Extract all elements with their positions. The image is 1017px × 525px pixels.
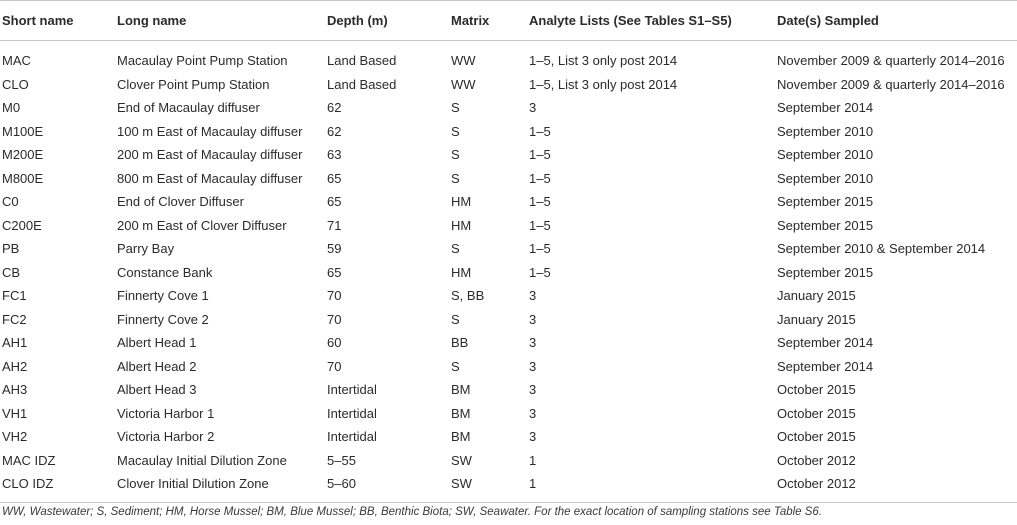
cell-short-name: FC2 bbox=[2, 311, 27, 327]
cell-dates-sampled: October 2015 bbox=[777, 382, 856, 397]
cell-analyte-lists: 1–5 bbox=[529, 123, 551, 139]
cell-analyte-lists: 3 bbox=[529, 335, 537, 350]
cell-analyte-lists: 1–5 bbox=[529, 264, 551, 280]
cell-depth: 70 bbox=[327, 288, 342, 303]
cell-matrix: HM bbox=[451, 217, 472, 233]
column-header-short-name: Short name bbox=[2, 13, 74, 28]
cell-matrix: S bbox=[451, 311, 460, 327]
cell-dates-sampled: September 2015 bbox=[777, 217, 874, 233]
cell-dates-sampled: September 2010 bbox=[777, 123, 874, 139]
table-row bbox=[0, 41, 1017, 73]
cell-long-name: Macaulay Initial Dilution Zone bbox=[117, 452, 287, 468]
table-row bbox=[0, 402, 1017, 426]
cell-analyte-lists: 1–5 bbox=[529, 147, 551, 162]
cell-short-name: VH2 bbox=[2, 429, 28, 444]
cell-depth: 71 bbox=[327, 217, 342, 233]
cell-matrix: S bbox=[451, 241, 460, 256]
table-row bbox=[0, 120, 1017, 144]
cell-analyte-lists: 1–5 bbox=[529, 241, 551, 256]
cell-depth: 62 bbox=[327, 100, 342, 115]
cell-depth: Intertidal bbox=[327, 429, 377, 444]
cell-depth: 65 bbox=[327, 194, 342, 209]
cell-dates-sampled: September 2015 bbox=[777, 194, 874, 209]
cell-analyte-lists: 3 bbox=[529, 288, 537, 303]
cell-long-name: Constance Bank bbox=[117, 264, 213, 280]
cell-long-name: 100 m East of Macaulay diffuser bbox=[117, 123, 303, 139]
table-row bbox=[0, 96, 1017, 120]
cell-depth: 63 bbox=[327, 147, 342, 162]
cell-matrix: S bbox=[451, 358, 460, 374]
table-row bbox=[0, 331, 1017, 355]
cell-long-name: Clover Point Pump Station bbox=[117, 76, 270, 92]
cell-depth: 60 bbox=[327, 335, 342, 350]
cell-depth: 70 bbox=[327, 311, 342, 327]
table-header-row bbox=[0, 1, 1017, 41]
cell-short-name: C0 bbox=[2, 194, 19, 209]
cell-matrix: BB bbox=[451, 335, 469, 350]
cell-depth: Intertidal bbox=[327, 405, 377, 421]
cell-dates-sampled: January 2015 bbox=[777, 288, 856, 303]
cell-analyte-lists: 3 bbox=[529, 100, 537, 115]
cell-long-name: Macaulay Point Pump Station bbox=[117, 53, 288, 68]
column-header-long-name: Long name bbox=[117, 13, 187, 28]
cell-matrix: SW bbox=[449, 472, 527, 502]
cell-dates-sampled: September 2015 bbox=[777, 264, 874, 280]
cell-short-name: VH1 bbox=[2, 405, 28, 421]
cell-short-name: M100E bbox=[2, 123, 44, 139]
cell-short-name: C200E bbox=[2, 217, 42, 233]
cell-matrix: S bbox=[451, 170, 460, 186]
cell-matrix: S bbox=[451, 100, 460, 115]
cell-dates-sampled: September 2014 bbox=[777, 358, 874, 374]
cell-long-name: Victoria Harbor 2 bbox=[117, 429, 215, 444]
cell-depth: 65 bbox=[327, 264, 342, 280]
cell-dates-sampled: November 2009 & quarterly 2014–2016 bbox=[777, 76, 1005, 92]
cell-long-name: Albert Head 2 bbox=[117, 358, 197, 374]
cell-matrix: WW bbox=[451, 76, 476, 92]
table-row bbox=[0, 190, 1017, 214]
cell-long-name: Victoria Harbor 1 bbox=[117, 405, 215, 421]
cell-short-name: AH2 bbox=[2, 358, 28, 374]
cell-depth: 5–60 bbox=[325, 472, 449, 502]
cell-depth: Land Based bbox=[327, 53, 397, 68]
cell-matrix: BM bbox=[451, 405, 471, 421]
column-header-analyte-lists: Analyte Lists (See Tables S1–S5) bbox=[529, 13, 732, 28]
cell-analyte-lists: 3 bbox=[529, 358, 537, 374]
cell-long-name: Finnerty Cove 2 bbox=[117, 311, 209, 327]
cell-long-name: 800 m East of Macaulay diffuser bbox=[117, 170, 303, 186]
cell-analyte-lists: 3 bbox=[529, 405, 537, 421]
cell-short-name: M800E bbox=[2, 170, 44, 186]
cell-matrix: WW bbox=[451, 53, 476, 68]
cell-matrix: SW bbox=[451, 452, 472, 468]
table-row bbox=[0, 425, 1017, 449]
cell-long-name: Clover Initial Dilution Zone bbox=[115, 472, 325, 502]
cell-dates-sampled: October 2012 bbox=[775, 472, 1017, 502]
cell-dates-sampled: September 2014 bbox=[777, 100, 874, 115]
cell-dates-sampled: September 2014 bbox=[777, 335, 874, 350]
cell-short-name: MAC bbox=[2, 53, 31, 68]
cell-matrix: BM bbox=[451, 429, 471, 444]
cell-analyte-lists: 1–5 bbox=[529, 194, 551, 209]
cell-analyte-lists: 1 bbox=[529, 452, 537, 468]
cell-dates-sampled: October 2012 bbox=[777, 452, 856, 468]
cell-short-name: M0 bbox=[2, 100, 21, 115]
cell-dates-sampled: September 2010 bbox=[777, 170, 874, 186]
table-body bbox=[0, 41, 1017, 503]
cell-matrix: HM bbox=[451, 194, 472, 209]
cell-matrix: S, BB bbox=[451, 288, 485, 303]
cell-depth: 59 bbox=[327, 241, 342, 256]
table-row bbox=[0, 355, 1017, 379]
cell-analyte-lists: 1 bbox=[527, 472, 775, 502]
cell-dates-sampled: October 2015 bbox=[777, 429, 856, 444]
table-row bbox=[0, 472, 1017, 502]
table-row bbox=[0, 143, 1017, 167]
cell-short-name: FC1 bbox=[2, 288, 27, 303]
cell-matrix: BM bbox=[451, 382, 471, 397]
column-header-matrix: Matrix bbox=[451, 13, 490, 28]
cell-long-name: Finnerty Cove 1 bbox=[117, 288, 209, 303]
cell-analyte-lists: 1–5 bbox=[529, 217, 551, 233]
column-header-depth: Depth (m) bbox=[327, 13, 388, 28]
cell-depth: 5–55 bbox=[327, 452, 356, 468]
cell-analyte-lists: 1–5 bbox=[529, 170, 551, 186]
cell-matrix: S bbox=[451, 123, 460, 139]
table-row bbox=[0, 284, 1017, 308]
table-row bbox=[0, 449, 1017, 473]
cell-dates-sampled: January 2015 bbox=[777, 311, 856, 327]
cell-analyte-lists: 3 bbox=[529, 311, 537, 327]
column-header-dates-sampled: Date(s) Sampled bbox=[777, 13, 879, 28]
cell-short-name: M200E bbox=[2, 147, 44, 162]
cell-analyte-lists: 1–5, List 3 only post 2014 bbox=[529, 76, 678, 92]
cell-matrix: HM bbox=[451, 264, 472, 280]
cell-analyte-lists: 1–5, List 3 only post 2014 bbox=[529, 53, 678, 68]
cell-short-name: PB bbox=[2, 241, 20, 256]
cell-short-name: CLO bbox=[2, 76, 29, 92]
cell-depth: 65 bbox=[327, 170, 342, 186]
cell-long-name: Parry Bay bbox=[117, 241, 175, 256]
cell-short-name: CLO IDZ bbox=[0, 472, 115, 502]
table-row bbox=[0, 378, 1017, 402]
table-row bbox=[0, 237, 1017, 261]
table-row bbox=[0, 214, 1017, 238]
table-row bbox=[0, 308, 1017, 332]
cell-depth: Land Based bbox=[327, 76, 397, 92]
cell-dates-sampled: November 2009 & quarterly 2014–2016 bbox=[777, 53, 1005, 68]
cell-long-name: 200 m East of Macaulay diffuser bbox=[117, 147, 303, 162]
cell-matrix: S bbox=[451, 147, 460, 162]
cell-depth: Intertidal bbox=[327, 382, 377, 397]
cell-depth: 70 bbox=[327, 358, 342, 374]
cell-long-name: End of Macaulay diffuser bbox=[117, 100, 260, 115]
cell-dates-sampled: September 2010 & September 2014 bbox=[777, 241, 986, 256]
cell-short-name: AH3 bbox=[2, 382, 28, 397]
cell-dates-sampled: September 2010 bbox=[777, 147, 874, 162]
table-row bbox=[0, 73, 1017, 97]
cell-short-name: CB bbox=[2, 264, 21, 280]
table-row bbox=[0, 261, 1017, 285]
cell-dates-sampled: October 2015 bbox=[777, 405, 856, 421]
table-row bbox=[0, 167, 1017, 191]
table-footnote: WW, Wastewater; S, Sediment; HM, Horse Mussel; BM, Blue Mussel; BB, Benthic Biota; SW, Seawater. For the exact location of sampling stations see Table S6. bbox=[2, 506, 823, 518]
cell-short-name: MAC IDZ bbox=[2, 452, 56, 468]
cell-long-name: Albert Head 3 bbox=[117, 382, 197, 397]
cell-depth: 62 bbox=[327, 123, 342, 139]
cell-long-name: End of Clover Diffuser bbox=[117, 194, 244, 209]
cell-long-name: 200 m East of Clover Diffuser bbox=[117, 217, 287, 233]
cell-analyte-lists: 3 bbox=[529, 429, 537, 444]
cell-short-name: AH1 bbox=[2, 335, 28, 350]
cell-analyte-lists: 3 bbox=[529, 382, 537, 397]
cell-long-name: Albert Head 1 bbox=[117, 335, 197, 350]
